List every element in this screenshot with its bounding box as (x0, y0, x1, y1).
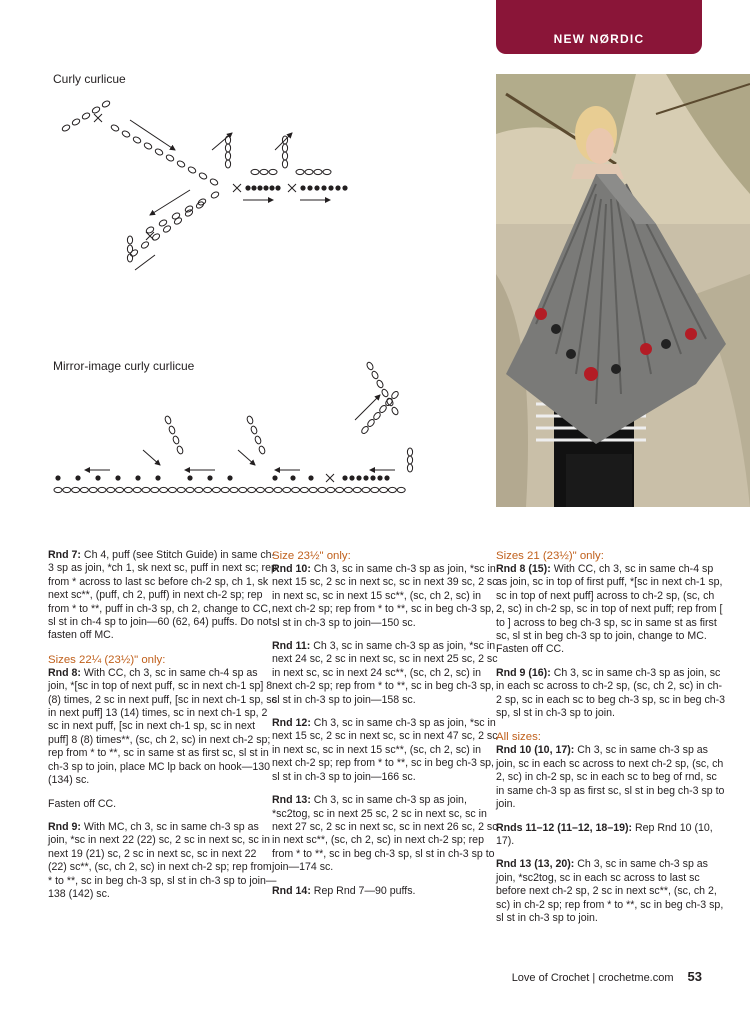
instructions-column-2 (272, 549, 502, 908)
chain-stitch-symbol (318, 487, 326, 492)
chain-stitch-symbol (360, 425, 369, 434)
chain-stitch-symbol (265, 487, 273, 492)
rnd-9: Rnd 9: With MC, ch 3, sc in same ch-3 sp as join, *sc in next 22 (22) sc, 2 sc in next sc, sc in next 19 (21) sc, 2 sc in next sc, sc in next 22 (22) sc**, (sc, ch 2, sc) in next ch-2 sp; rep from * to **, sc in beg ch-3 sp, sl st in ch-3 sp to join—138 (142) sc. (48, 820, 277, 900)
chain-stitch-symbol (300, 487, 308, 492)
chain-stitch-symbol (116, 487, 124, 492)
slip-stitch-symbol (326, 474, 334, 482)
stitch-diagrams (0, 0, 496, 520)
chain-stitch-symbol (296, 169, 304, 174)
sc-stitch-symbol (227, 475, 232, 480)
instructions-column-3 (496, 549, 726, 935)
chain-stitch-symbol (274, 487, 282, 492)
chain-stitch-symbol (256, 487, 264, 492)
sc-stitch-symbol (257, 185, 262, 190)
chain-stitch-symbol (186, 487, 194, 492)
chain-stitch-symbol (380, 487, 388, 492)
rnd-9-16: Rnd 9 (16): Ch 3, sc in same ch-3 sp as join, sc in each sc across to ch-2 sp, (sc, ch 2, sc) in ch-2 sp, sc in each sc to beg ch-3 sp, sc in beg ch-3 sp, sl st in ch-3 sp to join. (496, 666, 726, 720)
chain-stitch-symbol (282, 160, 287, 168)
sc-stitch-symbol (135, 475, 140, 480)
chain-stitch-symbol (371, 370, 379, 380)
chain-stitch-symbol (133, 487, 141, 492)
chain-stitch-symbol (187, 166, 197, 174)
chain-stitch-symbol (127, 254, 132, 262)
chain-stitch-symbol (172, 435, 180, 444)
chain-stitch-symbol (323, 169, 331, 174)
chain-stitch-symbol (353, 487, 361, 492)
site-url: crochetme.com (598, 972, 674, 984)
rnd-13-13-20: Rnd 13 (13, 20): Ch 3, sc in same ch-3 sp as join, *sc2tog, sc in each sc across to last sc before next ch-2 sp, 2 sc in next sc**, (sc, ch 2, sc) in ch-2 sp; rep from * to **, sc in beg ch-3 sp, sl st in ch-3 sp to join. (496, 858, 724, 924)
chain-stitch-symbol (71, 118, 81, 127)
sc-stitch-symbol (75, 475, 80, 480)
chain-stitch-symbol (127, 236, 132, 244)
direction-arrow (355, 395, 380, 420)
chain-stitch-symbol (407, 464, 412, 472)
chain-stitch-symbol (258, 445, 266, 454)
chain-stitch-symbol (225, 136, 230, 144)
rnd-8: Rnd 8: With CC, ch 3, sc in same ch-4 sp as join, *[sc in top of next puff, sc in next ch-1 sp] 8 (8) times, 2 sc in next puff, [sc in next ch-1 sp, sc in next puff] 13 (14) times, sc in next ch-1 sp, 2 sc in next puff, [sc in next ch-1 sp, sc in next puff] 8 (8) times**, (sc, ch 2, sc) in next ch-2 sp; rep from * to **, sc in same st as first sc, sl st in ch-3 sp to join, place MC lp back on hook—130 (134) sc. (48, 666, 277, 787)
direction-arrow (143, 450, 160, 465)
chain-stitch-symbol (210, 191, 220, 199)
sc-stitch-symbol (115, 475, 120, 480)
sc-stitch-symbol (356, 475, 361, 480)
chain-stitch-symbol (260, 169, 268, 174)
chain-stitch-symbol (283, 487, 291, 492)
chain-stitch-symbol (397, 487, 405, 492)
size-heading-23: Size 23½" only: (272, 550, 351, 562)
chain-stitch-symbol (407, 456, 412, 464)
chain-stitch-symbol (344, 487, 352, 492)
sc-stitch-symbol (187, 475, 192, 480)
chain-stitch-symbol (101, 100, 111, 109)
curly-curlicue-diagram (61, 100, 347, 270)
chain-stitch-symbol (80, 487, 88, 492)
chain-stitch-symbol (121, 130, 131, 138)
instructions-column-1 (48, 549, 278, 911)
rnd-13: Rnd 13: Ch 3, sc in same ch-3 sp as join, *sc2tog, sc in next 25 sc, 2 sc in next sc, sc in next 27 sc, 2 sc in next sc, sc in next 26 sc, 2 sc in next sc**, (sc, ch 2, sc) in next ch-2 sp; rep from * to **, sc in beg ch-3 sp, sl st in ch-3 sp to join—174 sc. (272, 794, 498, 874)
sc-stitch-symbol (263, 185, 268, 190)
sc-stitch-symbol (95, 475, 100, 480)
chain-stitch-symbol (168, 487, 176, 492)
chain-stitch-symbol (282, 144, 287, 152)
chain-stitch-symbol (195, 487, 203, 492)
rnd-7: Rnd 7: Ch 4, puff (see Stitch Guide) in same ch-3 sp as join, *ch 1, sk next sc, puff in next sc; rep from * across to last sc before ch-2 sp, ch 1, sk next sc**, (puff, ch 2, puff) in next ch-2 sp; rep from * to **, puff in ch-3 sp, ch 2, change to CC, sl st in ch-4 sp to join—60 (62, 64) puffs. Do not fasten off MC. (48, 549, 277, 642)
diagram-title-curly: Curly curlicue (53, 72, 126, 86)
chain-stitch-symbol (140, 241, 150, 250)
sc-stitch-symbol (349, 475, 354, 480)
sc-stitch-symbol (251, 185, 256, 190)
chain-stitch-symbol (143, 142, 153, 150)
sc-stitch-symbol (207, 475, 212, 480)
slip-stitch-symbol (288, 184, 296, 192)
chain-stitch-symbol (314, 169, 322, 174)
chain-stitch-symbol (124, 487, 132, 492)
chain-stitch-symbol (168, 425, 176, 434)
page-number: 53 (687, 969, 702, 984)
rnd-11: Rnd 11: Ch 3, sc in same ch-3 sp as join, *sc in next 24 sc, 2 sc in next sc, sc in next 25 sc, 2 sc in next sc, sc in next 24 sc**, (sc, ch 2, sc) in next ch-2 sp; rep from * to **, sc in beg ch-3 sp, sl st in ch-3 sp to join—158 sc. (272, 640, 498, 706)
sc-stitch-symbol (335, 185, 340, 190)
sc-stitch-symbol (308, 475, 313, 480)
chain-stitch-symbol (176, 160, 186, 168)
chain-stitch-symbol (127, 245, 132, 253)
chain-stitch-symbol (72, 487, 80, 492)
chain-stitch-symbol (61, 124, 71, 133)
chain-stitch-symbol (209, 178, 219, 186)
chain-stitch-symbol (151, 487, 159, 492)
chain-stitch-symbol (366, 418, 375, 427)
slip-stitch-symbol (233, 184, 241, 192)
direction-arrow (212, 133, 232, 150)
chain-stitch-symbol (282, 152, 287, 160)
chain-stitch-symbol (176, 445, 184, 454)
chain-stitch-symbol (254, 435, 262, 444)
mirror-curlicue-diagram (54, 361, 413, 492)
sc-stitch-symbol (275, 185, 280, 190)
chain-stitch-symbol (221, 487, 229, 492)
chain-stitch-symbol (248, 487, 256, 492)
rnd-10: Rnd 10: Ch 3, sc in same ch-3 sp as join, *sc in next 15 sc, 2 sc in next sc, sc in next 39 sc, 2 sc in next sc, sc in next 15 sc**, (sc, ch 2, sc) in next ch-2 sp; rep from * to **, sc in beg ch-3 sp, sl st in ch-3 sp to join—150 sc. (272, 563, 498, 629)
chain-stitch-symbol (366, 361, 374, 371)
sc-stitch-symbol (377, 475, 382, 480)
chain-stitch-symbol (198, 172, 208, 180)
chain-stitch-symbol (81, 112, 91, 121)
sc-stitch-symbol (370, 475, 375, 480)
chain-stitch-symbol (292, 487, 300, 492)
chain-stitch-symbol (309, 487, 317, 492)
all-sizes-heading: All sizes: (496, 731, 541, 744)
sc-stitch-symbol (314, 185, 319, 190)
chain-stitch-symbol (246, 415, 254, 424)
chain-stitch-symbol (251, 169, 259, 174)
chain-stitch-symbol (110, 124, 120, 132)
rnds-11-12: Rnds 11–12 (11–12, 18–19): Rep Rnd 10 (10, 17). (496, 821, 713, 847)
sc-stitch-symbol (363, 475, 368, 480)
chain-stitch-symbol (177, 487, 185, 492)
size-heading-22-23: Sizes 22¼ (23½)" only: (48, 653, 166, 666)
rnd-8-15: Rnd 8 (15): With CC, ch 3, sc in same ch-4 sp as join, sc in top of first puff, *[sc in next ch-1 sp, sc in top of next puff] across to ch-2 sp, (sc, ch 2, sc) in ch-2 sp, sc in top of next puff; rep from [ to ] across to beg ch-3 sp, sc in same st as first sc, sl st in beg ch-3 sp to join, change to MC. Fasten off CC. (496, 563, 723, 656)
direction-arrow (150, 190, 190, 215)
slip-stitch-symbol (94, 114, 102, 122)
shawl-photo (496, 74, 750, 507)
chain-stitch-symbol (142, 487, 150, 492)
sc-stitch-symbol (321, 185, 326, 190)
sc-stitch-symbol (300, 185, 305, 190)
chain-stitch-symbol (269, 169, 277, 174)
diagram-title-mirror: Mirror-image curly curlicue (53, 359, 195, 373)
chain-stitch-symbol (98, 487, 106, 492)
direction-arrow (275, 133, 292, 150)
chain-stitch-symbol (54, 487, 62, 492)
sc-stitch-symbol (342, 475, 347, 480)
chain-stitch-symbol (250, 425, 258, 434)
magazine-name: Love of Crochet (511, 972, 590, 984)
rnd-10-10-17: Rnd 10 (10, 17): Ch 3, sc in same ch-3 sp as join, sc in each sc across to next ch-2 sp, (sc, ch 2, sc) in ch-2 sp, sc in each sc to beg of rnd, sc in same ch-3 sp as first sc, sl st in beg ch-3 sp to join. (496, 744, 725, 811)
direction-arrow (130, 120, 175, 150)
page-footer: Love of Crochet | crochetme.com 53 (511, 969, 702, 984)
size-heading-21-23: Sizes 21 (23½)" only: (496, 550, 604, 562)
chain-stitch-symbol (154, 148, 164, 156)
chain-stitch-symbol (173, 217, 183, 226)
chain-stitch-symbol (225, 144, 230, 152)
chain-stitch-symbol (225, 152, 230, 160)
sc-stitch-symbol (307, 185, 312, 190)
chain-stitch-symbol (225, 160, 230, 168)
sc-stitch-symbol (328, 185, 333, 190)
sc-stitch-symbol (245, 185, 250, 190)
chain-stitch-symbol (107, 487, 115, 492)
stitch-line (135, 255, 155, 270)
chain-stitch-symbol (390, 390, 399, 399)
chain-stitch-symbol (204, 487, 212, 492)
sc-stitch-symbol (55, 475, 60, 480)
fasten-off: Fasten off CC. (48, 797, 117, 810)
chain-stitch-symbol (230, 487, 238, 492)
chain-stitch-symbol (165, 154, 175, 162)
sc-stitch-symbol (155, 475, 160, 480)
chain-stitch-symbol (336, 487, 344, 492)
section-tab (496, 0, 702, 54)
chain-stitch-symbol (371, 487, 379, 492)
section-tab-label: NEW NØRDIC (553, 32, 645, 46)
chain-stitch-symbol (327, 487, 335, 492)
sc-stitch-symbol (342, 185, 347, 190)
chain-stitch-symbol (407, 448, 412, 456)
sc-stitch-symbol (269, 185, 274, 190)
chain-stitch-symbol (132, 136, 142, 144)
direction-arrow (238, 450, 255, 465)
chain-stitch-symbol (89, 487, 97, 492)
chain-stitch-symbol (381, 388, 389, 398)
chain-stitch-symbol (378, 404, 387, 413)
sc-stitch-symbol (272, 475, 277, 480)
sc-stitch-symbol (384, 475, 389, 480)
chain-stitch-symbol (391, 406, 399, 416)
chain-stitch-symbol (305, 169, 313, 174)
chain-stitch-symbol (160, 487, 168, 492)
chain-stitch-symbol (164, 415, 172, 424)
chain-stitch-symbol (91, 106, 101, 115)
chain-stitch-symbol (362, 487, 370, 492)
chain-stitch-symbol (239, 487, 247, 492)
chain-stitch-symbol (212, 487, 220, 492)
rnd-14: Rnd 14: Rep Rnd 7—90 puffs. (272, 884, 416, 897)
chain-stitch-symbol (63, 487, 71, 492)
rnd-12: Rnd 12: Ch 3, sc in same ch-3 sp as join, *sc in next 15 sc, 2 sc in next sc, sc in next 47 sc, 2 sc in next sc, sc in next 15 sc**, (sc, ch 2, sc) in next ch-2 sp; rep from * to **, sc in beg ch-3 sp, sl st in ch-3 sp to join—166 sc. (272, 717, 498, 783)
chain-stitch-symbol (376, 379, 384, 389)
chain-stitch-symbol (388, 487, 396, 492)
chain-stitch-symbol (372, 411, 381, 420)
sc-stitch-symbol (290, 475, 295, 480)
